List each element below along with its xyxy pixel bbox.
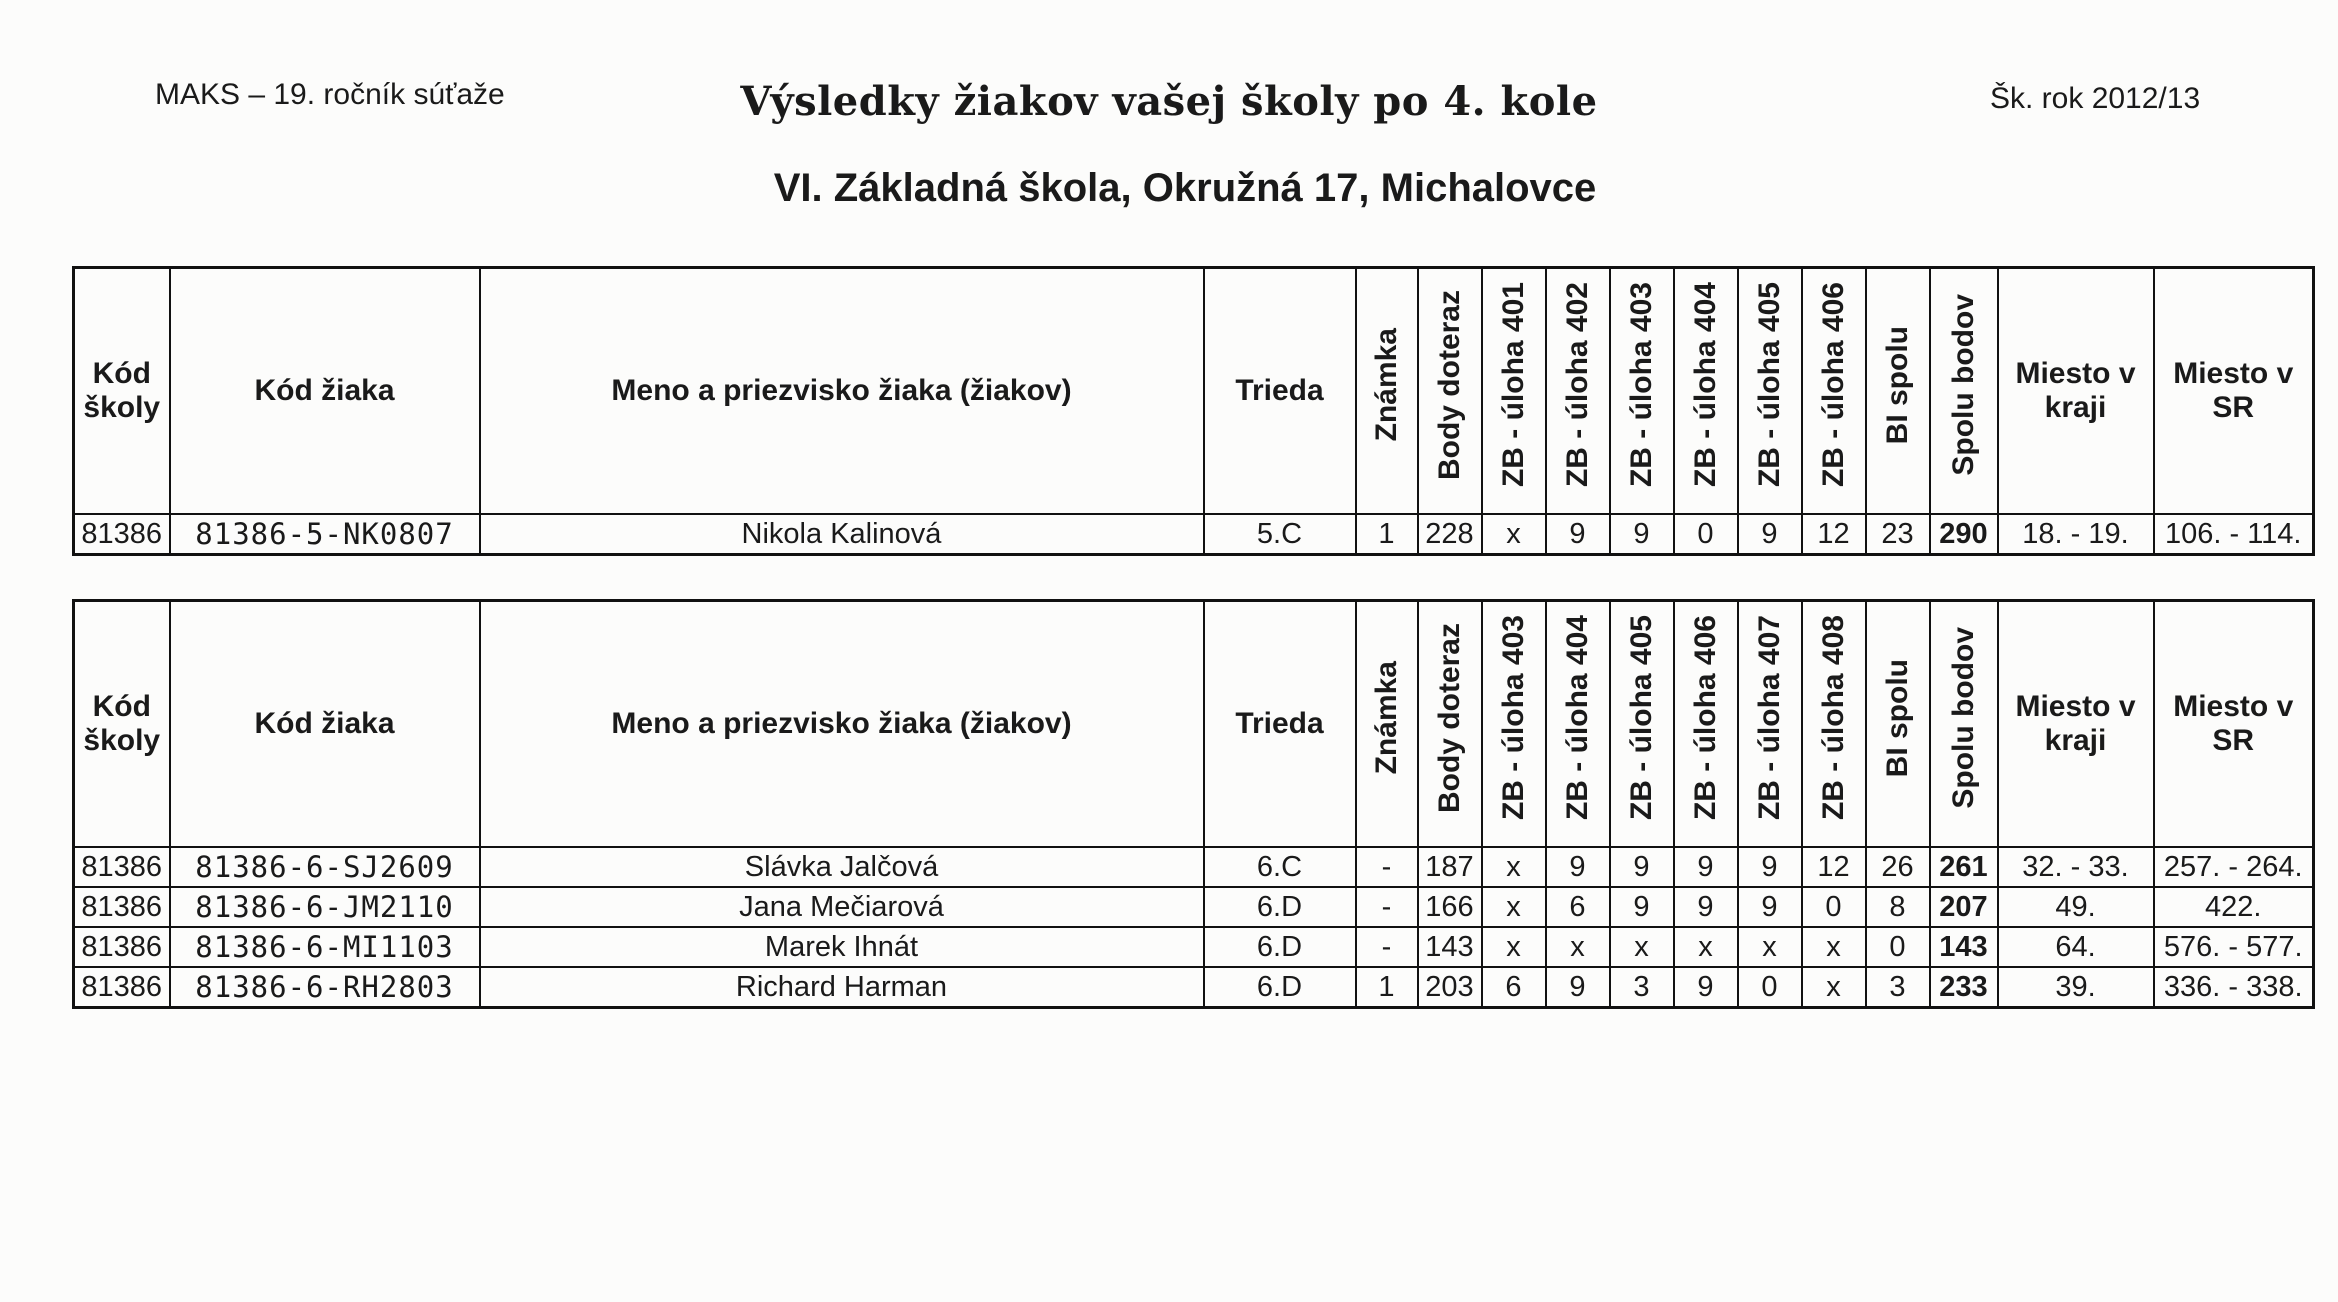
header-points-so-far: Body doteraz (1418, 601, 1482, 847)
class-cell: 6.D (1204, 887, 1356, 927)
header-student-code: Kód žiaka (170, 601, 480, 847)
results-table-grade6 (72, 599, 2315, 1009)
student-code-cell: 81386-6-MI1103 (170, 927, 480, 967)
table-row (74, 514, 2314, 555)
rank-sr-cell: 257. - 264. (2154, 847, 2314, 887)
school-year: Šk. rok 2012/13 (1990, 82, 2201, 115)
school-code-cell: 81386 (74, 847, 170, 887)
task-cell: 0 (1738, 967, 1802, 1008)
task-cell: 0 (1802, 887, 1866, 927)
student-code-cell: 81386-6-SJ2609 (170, 847, 480, 887)
rank-region-cell: 32. - 33. (1998, 847, 2154, 887)
results-table-grade5 (72, 266, 2315, 556)
task-cell: 6 (1482, 967, 1546, 1008)
header-bonus-total: BI spolu (1866, 268, 1930, 514)
total-points-cell: 290 (1930, 514, 1998, 555)
class-cell: 5.C (1204, 514, 1356, 555)
class-cell: 6.D (1204, 967, 1356, 1008)
task-cell: x (1674, 927, 1738, 967)
rank-sr-cell: 422. (2154, 887, 2314, 927)
rank-region-cell: 64. (1998, 927, 2154, 967)
task-cell: x (1482, 927, 1546, 967)
bonus-total-cell: 26 (1866, 847, 1930, 887)
rank-region-cell: 49. (1998, 887, 2154, 927)
table-row (74, 927, 2314, 967)
header-student-name: Meno a priezvisko žiaka (žiakov) (480, 268, 1204, 514)
task-cell: 9 (1674, 887, 1738, 927)
class-cell: 6.D (1204, 927, 1356, 967)
task-cell: x (1482, 514, 1546, 555)
student-name-cell: Nikola Kalinová (480, 514, 1204, 555)
header-total-points: Spolu bodov (1930, 601, 1998, 847)
task-cell: 9 (1738, 847, 1802, 887)
grade-cell: - (1356, 927, 1418, 967)
student-name-cell: Slávka Jalčová (480, 847, 1204, 887)
header-task: ZB - úloha 402 (1546, 268, 1610, 514)
school-name: VI. Základná škola, Okružná 17, Michalovce (773, 166, 1597, 210)
task-cell: 9 (1546, 847, 1610, 887)
task-cell: 9 (1610, 847, 1674, 887)
student-code-cell: 81386-5-NK0807 (170, 514, 480, 555)
header-task: ZB - úloha 401 (1482, 268, 1546, 514)
points-so-far-cell: 228 (1418, 514, 1482, 555)
points-so-far-cell: 143 (1418, 927, 1482, 967)
school-code-cell: 81386 (74, 887, 170, 927)
total-points-cell: 143 (1930, 927, 1998, 967)
rank-sr-cell: 336. - 338. (2154, 967, 2314, 1008)
header-task: ZB - úloha 406 (1802, 268, 1866, 514)
grade-cell: - (1356, 847, 1418, 887)
task-cell: 12 (1802, 847, 1866, 887)
header-task: ZB - úloha 405 (1738, 268, 1802, 514)
student-name-cell: Richard Harman (480, 967, 1204, 1008)
task-cell: 9 (1738, 887, 1802, 927)
bonus-total-cell: 3 (1866, 967, 1930, 1008)
total-points-cell: 207 (1930, 887, 1998, 927)
table-row (74, 967, 2314, 1008)
total-points-cell: 261 (1930, 847, 1998, 887)
task-cell: 6 (1546, 887, 1610, 927)
class-cell: 6.C (1204, 847, 1356, 887)
bonus-total-cell: 23 (1866, 514, 1930, 555)
student-code-cell: 81386-6-RH2803 (170, 967, 480, 1008)
task-cell: x (1482, 887, 1546, 927)
bonus-total-cell: 8 (1866, 887, 1930, 927)
header-rank-region: Miesto v kraji (1998, 601, 2154, 847)
header-bonus-total: BI spolu (1866, 601, 1930, 847)
task-cell: x (1610, 927, 1674, 967)
header-task: ZB - úloha 404 (1674, 268, 1738, 514)
student-name-cell: Marek Ihnát (480, 927, 1204, 967)
header-points-so-far: Body doteraz (1418, 268, 1482, 514)
rank-sr-cell: 576. - 577. (2154, 927, 2314, 967)
task-cell: 9 (1546, 514, 1610, 555)
header-task: ZB - úloha 408 (1802, 601, 1866, 847)
student-code-cell: 81386-6-JM2110 (170, 887, 480, 927)
header-school-code: Kód školy (74, 601, 170, 847)
rank-sr-cell: 106. - 114. (2154, 514, 2314, 555)
header-task: ZB - úloha 406 (1674, 601, 1738, 847)
header-student-name: Meno a priezvisko žiaka (žiakov) (480, 601, 1204, 847)
header-total-points: Spolu bodov (1930, 268, 1998, 514)
grade-cell: 1 (1356, 514, 1418, 555)
task-cell: 9 (1610, 514, 1674, 555)
points-so-far-cell: 187 (1418, 847, 1482, 887)
header-grade: Známka (1356, 268, 1418, 514)
table-row (74, 887, 2314, 927)
task-cell: x (1802, 967, 1866, 1008)
header-task: ZB - úloha 405 (1610, 601, 1674, 847)
school-code-cell: 81386 (74, 927, 170, 967)
header-rank-sr: Miesto v SR (2154, 268, 2314, 514)
task-cell: 0 (1674, 514, 1738, 555)
task-cell: x (1802, 927, 1866, 967)
task-cell: x (1546, 927, 1610, 967)
header-student-code: Kód žiaka (170, 268, 480, 514)
task-cell: 9 (1674, 847, 1738, 887)
task-cell: 3 (1610, 967, 1674, 1008)
task-cell: 9 (1674, 967, 1738, 1008)
rank-region-cell: 18. - 19. (1998, 514, 2154, 555)
task-cell: 9 (1546, 967, 1610, 1008)
grade-cell: - (1356, 887, 1418, 927)
header-task: ZB - úloha 407 (1738, 601, 1802, 847)
header-task: ZB - úloha 403 (1610, 268, 1674, 514)
rank-region-cell: 39. (1998, 967, 2154, 1008)
header-school-code: Kód školy (74, 268, 170, 514)
bonus-total-cell: 0 (1866, 927, 1930, 967)
points-so-far-cell: 203 (1418, 967, 1482, 1008)
table-row (74, 847, 2314, 887)
task-cell: 9 (1738, 514, 1802, 555)
header-task: ZB - úloha 404 (1546, 601, 1610, 847)
task-cell: x (1738, 927, 1802, 967)
header-grade: Známka (1356, 601, 1418, 847)
competition-label: MAKS – 19. ročník súťaže (155, 78, 505, 111)
header-rank-region: Miesto v kraji (1998, 268, 2154, 514)
points-so-far-cell: 166 (1418, 887, 1482, 927)
total-points-cell: 233 (1930, 967, 1998, 1008)
school-code-cell: 81386 (74, 514, 170, 555)
header-class: Trieda (1204, 268, 1356, 514)
grade-cell: 1 (1356, 967, 1418, 1008)
task-cell: x (1482, 847, 1546, 887)
task-cell: 9 (1610, 887, 1674, 927)
header-class: Trieda (1204, 601, 1356, 847)
page-title: Výsledky žiakov vašej školy po 4. kole (740, 78, 1598, 125)
task-cell: 12 (1802, 514, 1866, 555)
student-name-cell: Jana Mečiarová (480, 887, 1204, 927)
school-code-cell: 81386 (74, 967, 170, 1008)
header-task: ZB - úloha 403 (1482, 601, 1546, 847)
header-rank-sr: Miesto v SR (2154, 601, 2314, 847)
